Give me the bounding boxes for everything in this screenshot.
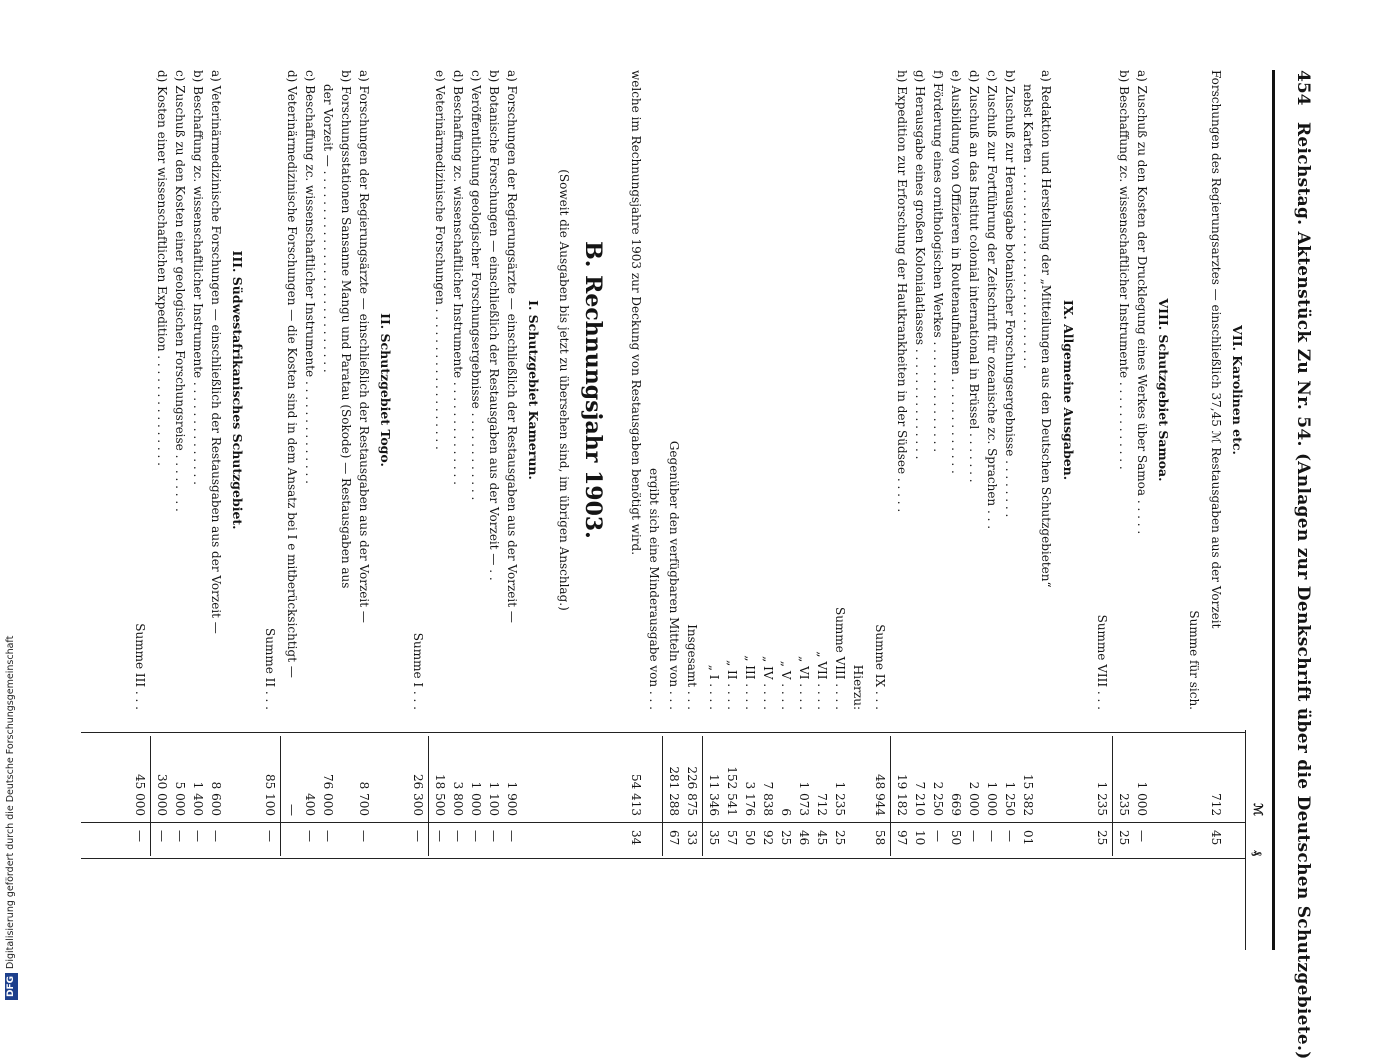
text-line-r-v: „ V . . . . <box>779 660 793 710</box>
amount-pfennig-ix-a: 01 <box>1021 830 1035 846</box>
text-line-ergibt: ergibt sich eine Minderausgabe von . . . <box>647 468 661 710</box>
amount-pfennig-ix-f: — <box>931 830 945 842</box>
amount-marks-ix-d: 2 000 <box>967 781 981 816</box>
sum-rule <box>280 736 281 856</box>
text-line-r-iv: „ IV . . . . <box>761 656 775 710</box>
amount-marks-h-iii: 3 176 <box>743 781 757 816</box>
sum-rule <box>428 736 429 856</box>
text-line-ix-a1: a) Redaktion und Herstellung der „Mitteilungen aus den Deutschen Schutzgebieten“ <box>1039 70 1053 588</box>
text-line-vii-title: VII. Karolinen etc. <box>1230 325 1245 455</box>
text-line-b-sub: (Soweit die Ausgaben bis jetzt zu übersehen sind, im übrigen Anschlag.) <box>557 169 571 611</box>
amount-pfennig-h-ii: 57 <box>725 830 739 846</box>
amount-marks-ix-c: 1 000 <box>985 781 999 816</box>
text-line-summe-i: Summe I . . . <box>411 632 425 710</box>
amount-pfennig-h-i: 35 <box>707 830 721 846</box>
sum-rule <box>702 736 703 856</box>
text-line-ix-f: f) Förderung eines ornithologischen Werkes . . . . . . . . . . . . . . . <box>931 70 945 453</box>
text-line-ii-b2: der Vorzeit — . . . . . . . . . . . . . . . . . . . . . . . . . . . <box>321 84 335 373</box>
amount-marks-ix-e: 669 <box>949 793 963 816</box>
dfg-logo: DFG <box>5 973 18 1000</box>
amount-pfennig-i-b: — <box>487 830 501 842</box>
column-rule-right <box>81 858 1246 859</box>
amount-marks-h-ii: 152 541 <box>725 766 739 816</box>
amount-pfennig-h-vii: 45 <box>815 830 829 846</box>
text-line-summe-viii-b: Summe VIII . . . . <box>833 606 847 710</box>
sum-rule <box>1112 736 1113 856</box>
text-line-hierzu: Hierzu: <box>851 664 865 710</box>
text-line-ix-e: e) Ausbildung von Offizieren in Routenaufnahmen . . . . . . . . . . . . . <box>949 70 963 474</box>
amount-pfennig-ix-e: 50 <box>949 830 963 846</box>
amount-marks-ix-f: 2 250 <box>931 781 945 816</box>
amount-pfennig-iii-c: — <box>173 830 187 842</box>
text-line-r-i: „ I . . . . <box>707 664 721 710</box>
text-line-i-title: I. Schutzgebiet Kamerun. <box>526 300 541 480</box>
amount-marks-iii-b: 1 400 <box>191 781 205 816</box>
column-rule-mid <box>81 822 1246 823</box>
amount-marks-iii-a: 8 600 <box>209 781 223 816</box>
amount-marks-i-b: 1 100 <box>487 781 501 816</box>
text-line-iii-b: b) Beschaffung zc. wissenschaftlicher Instrumente . . . . . . . . . . . . . . <box>191 70 205 485</box>
text-line-viii-b: b) Beschaffung zc. wissenschaftlicher Instrumente . . . . . . . . . . . . <box>1117 70 1131 470</box>
amount-marks-ix-h: 19 182 <box>895 774 909 816</box>
page-title: Reichstag. Aktenstück Zu Nr. 54. (Anlagen zur Denkschrift über die Deutschen Schutzgebiete.) <box>1293 122 1313 1060</box>
sum-rule <box>890 736 891 856</box>
text-line-ii-title: II. Schutzgebiet Togo. <box>378 313 393 467</box>
text-line-gegenueber: Gegenüber den verfügbaren Mitteln von . . . <box>667 440 681 710</box>
amount-pfennig-h-vi: 46 <box>797 830 811 846</box>
amount-pfennig-summe-viii: 25 <box>1095 830 1109 846</box>
text-line-r-vi: „ VI . . . . <box>797 656 811 710</box>
amount-pfennig-gegenueber: 67 <box>667 830 681 846</box>
text-line-ix-title: IX. Allgemeine Ausgaben. <box>1061 299 1076 481</box>
amount-marks-summe-viii: 1 235 <box>1095 781 1109 816</box>
amount-pfennig-vii: 45 <box>1209 830 1223 846</box>
amount-pfennig-i-c: — <box>469 830 483 842</box>
header-rule <box>1272 70 1275 950</box>
text-line-i-b: b) Botanische Forschungen — einschließlich der Restausgaben aus der Vorzeit — . . <box>487 70 501 581</box>
amount-marks-h-vi: 1 073 <box>797 781 811 816</box>
amount-pfennig-ergibt: 34 <box>629 830 643 846</box>
text-line-ii-a: a) Forschungen der Regierungsärzte — einschließlich der Restausgaben aus der Vorzeit — <box>357 70 371 623</box>
text-line-ix-c: c) Zuschuß zur Fortführung der Zeitschrift für ozeanische zc. Sprachen . . . <box>985 70 999 530</box>
amount-marks-summe-iii: 45 000 <box>133 774 147 816</box>
amount-pfennig-ix-h: 97 <box>895 830 909 846</box>
amount-marks-ii-c: 400 <box>303 793 317 816</box>
amount-pfennig-h-iv: 92 <box>761 830 775 846</box>
text-line-vii-text: Forschungen des Regierungsarztes — einschließlich 37,45 ℳ Restausgaben aus der Vorzeit <box>1209 70 1223 629</box>
amount-pfennig-ix-c: — <box>985 830 999 842</box>
amount-pfennig-ix-d: — <box>967 830 981 842</box>
text-line-ii-c: c) Beschaffung zc. wissenschaftlicher Instrumente . . . . . . . . . . . . . . <box>303 70 317 484</box>
scanned-page <box>55 40 1325 1060</box>
sum-rule <box>662 736 663 856</box>
text-line-r-vii: „ VII . . . . <box>815 651 829 710</box>
amount-pfennig-iii-d: — <box>155 830 169 842</box>
amount-pfennig-summe-iii: — <box>133 830 147 842</box>
amount-pfennig-viii-b: 25 <box>1117 830 1131 846</box>
amount-marks-ix-b: 1 250 <box>1003 781 1017 816</box>
amount-pfennig-ii-c: — <box>303 830 317 842</box>
amount-marks-i-c: 1 000 <box>469 781 483 816</box>
amount-pfennig-insgesamt: 33 <box>685 830 699 846</box>
amount-marks-ii-b: 76 000 <box>321 774 335 816</box>
amount-pfennig-ix-g: 10 <box>913 830 927 846</box>
amount-marks-ergibt: 54 413 <box>629 774 643 816</box>
text-line-ix-h: h) Expedition zur Erforschung der Hautkrankheiten in der Südsee . . . . . <box>895 70 909 513</box>
amount-pfennig-ii-b: — <box>321 830 335 842</box>
amount-marks-iii-c: 5 000 <box>173 781 187 816</box>
mark-column-header: ℳ <box>1251 803 1265 816</box>
text-line-iii-c: c) Zuschuß zu den Kosten einer geologischen Forschungsreise . . . . . . . . <box>173 70 187 512</box>
text-line-i-a: a) Forschungen der Regierungsärzte — einschließlich der Restausgaben aus der Vorzeit — <box>505 70 519 623</box>
amount-marks-h-vii: 712 <box>815 793 829 816</box>
amount-pfennig-summe-i: — <box>411 830 425 842</box>
page-number: 454 <box>1293 70 1313 106</box>
amount-marks-iii-d: 30 000 <box>155 774 169 816</box>
amount-marks-h-iv: 7 838 <box>761 781 775 816</box>
amount-pfennig-h-iii: 50 <box>743 830 757 846</box>
text-line-summe-viii: Summe VIII . . . <box>1095 614 1109 710</box>
amount-marks-summe-ix: 48 944 <box>873 774 887 816</box>
amount-pfennig-h-viii: 25 <box>833 830 847 846</box>
amount-pfennig-i-e: — <box>433 830 447 842</box>
text-line-ix-a2: nebst Karten . . . . . . . . . . . . . . . . . . . . . . . . . . . <box>1021 84 1035 369</box>
page-header <box>1281 70 1317 1060</box>
amount-marks-h-viii: 1 235 <box>833 781 847 816</box>
amount-marks-viii-b: 235 <box>1117 793 1131 816</box>
sum-rule <box>150 736 151 856</box>
column-rule-left <box>81 732 1246 733</box>
text-line-iii-d: d) Kosten einer wissenschaftlichen Expedition . . . . . . . . . . . . . . . <box>155 70 169 466</box>
amount-pfennig-iii-b: — <box>191 830 205 842</box>
amount-marks-h-v: 6 <box>779 808 793 816</box>
text-line-r-iii: „ III . . . . <box>743 655 757 710</box>
amount-marks-ii-a: 8 700 <box>357 781 371 816</box>
amount-marks-summe-ii: 85 100 <box>263 774 277 816</box>
text-line-ix-g: g) Herausgabe eines großen Kolonialatlasses . . . . . . . . . . . . . . . <box>913 70 927 460</box>
text-line-summe-iii: Summe III . . . <box>133 623 147 710</box>
amount-pfennig-i-a: — <box>505 830 519 842</box>
amount-marks-i-e: 18 500 <box>433 774 447 816</box>
amount-marks-h-i: 11 346 <box>707 774 721 816</box>
text-line-ix-d: d) Zuschuß an das Institut colonial international in Brüssel . . . . . . . <box>967 70 981 483</box>
amount-marks-ix-a: 15 382 <box>1021 774 1035 816</box>
amount-marks-ii-d: — <box>285 804 299 816</box>
digitization-footer <box>2 0 20 1000</box>
amount-marks-gegenueber: 281 288 <box>667 766 681 816</box>
amount-marks-insgesamt: 226 875 <box>685 766 699 816</box>
text-line-iii-a: a) Veterinärmedizinische Forschungen — einschließlich der Restausgaben aus der Vorzeit — <box>209 70 223 634</box>
text-line-ix-b: b) Zuschuß zur Herausgabe botanischer Forschungsergebnisse . . . . . . . . <box>1003 70 1017 518</box>
text-line-i-c: c) Veröffentlichung geologischer Forschungsergebnisse . . . . . . . . . . . . <box>469 70 483 501</box>
amount-marks-vii: 712 <box>1209 793 1223 816</box>
amount-pfennig-summe-ii: — <box>263 830 277 842</box>
text-line-r-ii: „ II . . . . <box>725 659 739 710</box>
text-line-ii-b1: b) Forschungsstationen Sansanne Mangu und Paratau (Sokode) — Restausgaben aus <box>339 70 353 589</box>
amount-marks-i-d: 3 800 <box>451 781 465 816</box>
amount-marks-viii-a: 1 000 <box>1135 781 1149 816</box>
amount-marks-i-a: 1 900 <box>505 781 519 816</box>
text-line-iii-title: III. Südwestafrikanisches Schutzgebiet. <box>230 250 245 530</box>
amount-pfennig-i-d: — <box>451 830 465 842</box>
amount-pfennig-ii-d <box>282 830 301 856</box>
text-line-ii-d: d) Veterinärmedizinische Forschungen — die Kosten sind in dem Ansatz bei I e mitberücksichtigt — <box>285 70 299 678</box>
amount-pfennig-ix-b: — <box>1003 830 1017 842</box>
amount-marks-summe-i: 26 300 <box>411 774 425 816</box>
text-line-summe-fuer-sich: Summe für sich. <box>1187 610 1201 710</box>
text-line-i-d: d) Beschaffung zc. wissenschaftlicher Instrumente . . . . . . . . . . . . . . <box>451 70 465 485</box>
text-line-insgesamt: Insgesamt . . . <box>685 624 699 710</box>
amount-pfennig-h-v: 25 <box>779 830 793 846</box>
amount-marks-ix-g: 7 210 <box>913 781 927 816</box>
text-line-summe-ii: Summe II . . . <box>263 628 277 710</box>
digitization-notice: Digitalisierung gefördert durch die Deutsche Forschungsgemeinschaft <box>5 635 16 969</box>
text-line-welche: welche im Rechnungsjahre 1903 zur Deckung von Restausgaben benötigt wird. <box>629 70 643 556</box>
text-line-viii-title: VIII. Schutzgebiet Samoa. <box>1156 298 1171 482</box>
pfennig-column-header: ₰ <box>1251 850 1265 856</box>
text-line-viii-a: a) Zuschuß zu den Kosten der Drucklegung eines Werkes über Samoa . . . . . <box>1135 70 1149 535</box>
column-header-rule <box>1245 730 1246 950</box>
text-line-summe-ix: Summe IX . . . <box>873 624 887 710</box>
amount-pfennig-summe-ix: 58 <box>873 830 887 846</box>
amount-pfennig-ii-a: — <box>357 830 371 842</box>
amount-pfennig-viii-a: — <box>1135 830 1149 842</box>
text-line-i-e: e) Veterinärmedizinische Forschungen . . . . . . . . . . . . . . . . . . . <box>433 70 447 450</box>
amount-pfennig-iii-a: — <box>209 830 223 842</box>
text-line-b-title: B. Rechnungsjahr 1903. <box>580 241 606 539</box>
